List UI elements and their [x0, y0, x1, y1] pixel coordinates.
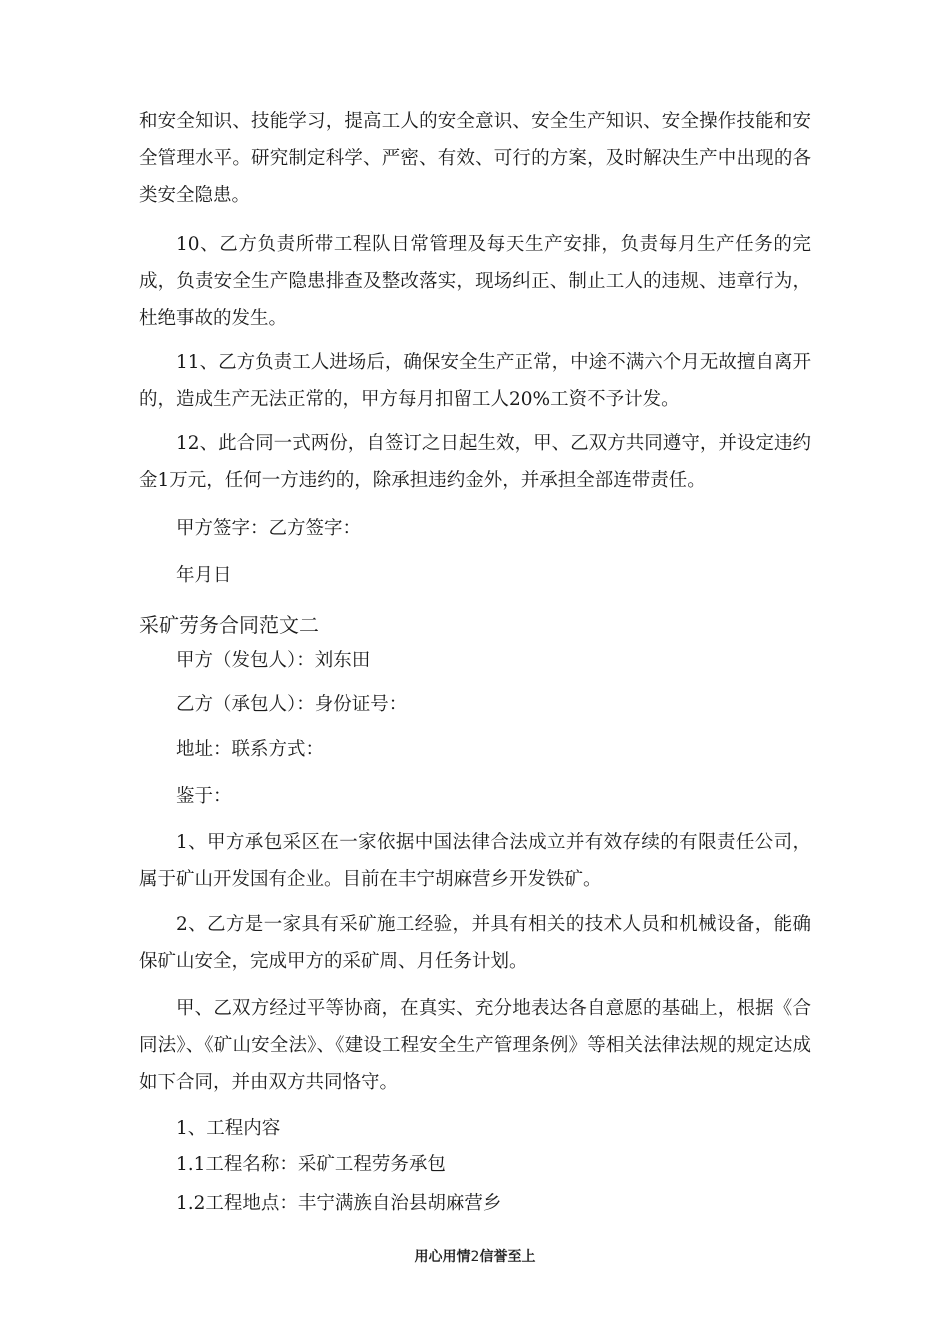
whereas-label: 鉴于： — [176, 786, 232, 807]
footer-right-text: 信誉至上 — [479, 1249, 536, 1265]
footer-left-text: 用心用情 — [414, 1249, 471, 1265]
whereas-item-2: 2、乙方是一家具有采矿施工经验，并具有相关的技术人员和机械设备，能确保矿山安全，完成甲方的采矿周、月任务计划。 — [139, 914, 811, 972]
date-line: 年月日 — [176, 565, 232, 586]
signature-line: 甲方签字：乙方签字： — [176, 518, 362, 539]
clause-1-1: 1.1工程名称：采矿工程劳务承包 — [176, 1154, 446, 1175]
page-footer — [0, 1247, 950, 1267]
paragraph-item-12: 12、此合同一式两份，自签订之日起生效，甲、乙双方共同遵守，并设定违约金1万元，任何一方违约的，除承担违约金外，并承担全部连带责任。 — [139, 433, 811, 491]
paragraph-intro: 和安全知识、技能学习，提高工人的安全意识、安全生产知识、安全操作技能和安全管理水平。研究制定科学、严密、有效、可行的方案，及时解决生产中出现的各类安全隐患。 — [139, 111, 811, 206]
party-a-line: 甲方（发包人）：刘东田 — [176, 650, 371, 671]
party-b-line: 乙方（承包人）：身份证号： — [176, 694, 408, 715]
clause-1-heading: 1、工程内容 — [176, 1118, 281, 1139]
paragraph-item-10: 10、乙方负责所带工程队日常管理及每天生产安排，负责每月生产任务的完成，负责安全生产隐患排查及整改落实，现场纠正、制止工人的违规、违章行为，杜绝事故的发生。 — [139, 234, 811, 329]
agreement-paragraph: 甲、乙双方经过平等协商，在真实、充分地表达各自意愿的基础上，根据《合同法》、《矿山安全法》、《建设工程安全生产管理条例》等相关法律法规的规定达成如下合同，并由双方共同恪守。 — [139, 998, 811, 1093]
paragraph-item-11: 11、乙方负责工人进场后，确保安全生产正常，中途不满六个月无故擅自离开的，造成生产无法正常的，甲方每月扣留工人20%工资不予计发。 — [139, 352, 811, 410]
address-line: 地址：联系方式： — [176, 739, 325, 760]
clause-1-2: 1.2工程地点：丰宁满族自治县胡麻营乡 — [176, 1193, 502, 1214]
page-number: 2 — [470, 1249, 480, 1265]
section-title: 采矿劳务合同范文二 — [139, 613, 319, 637]
whereas-item-1: 1、甲方承包采区在一家依据中国法律合法成立并有效存续的有限责任公司，属于矿山开发国有企业。目前在丰宁胡麻营乡开发铁矿。 — [139, 832, 811, 890]
